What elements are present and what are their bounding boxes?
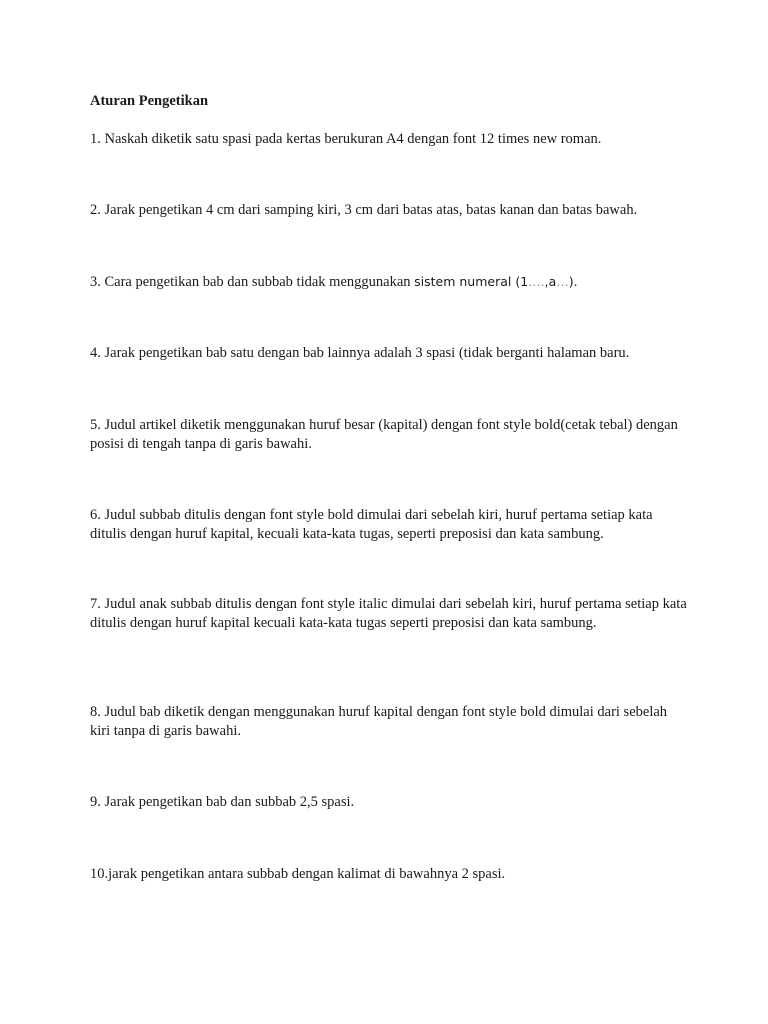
rule-item-3-numeral-text: sistem numeral (1 <box>414 274 529 289</box>
rule-item-1: 1. Naskah diketik satu spasi pada kertas berukuran A4 dengan font 12 times new roman. <box>90 131 602 147</box>
rule-item-3 <box>90 273 690 292</box>
rule-item-3-dots-second: … <box>556 274 569 289</box>
rule-item-3-text: 3. Cara pengetikan bab dan subbab tidak menggunakan <box>90 274 415 290</box>
rule-item-4: 4. Jarak pengetikan bab satu dengan bab lainnya adalah 3 spasi (tidak berganti halaman baru. <box>90 345 630 361</box>
rule-item-8: 8. Judul bab diketik dengan menggunakan huruf kapital dengan font style bold dimulai dari sebelah kiri tanpa di garis bawahi. <box>90 704 668 739</box>
rule-item-5: 5. Judul artikel diketik menggunakan huruf besar (kapital) dengan font style bold(cetak tebal) dengan posisi di tengah tanpa di garis bawahi. <box>90 417 678 452</box>
rule-item-3-letter-text: ,a <box>544 274 557 289</box>
rule-item-2: 2. Jarak pengetikan 4 cm dari samping kiri, 3 cm dari batas atas, batas kanan dan batas bawah. <box>90 202 638 218</box>
rule-item-10: 10.jarak pengetikan antara subbab dengan kalimat di bawahnya 2 spasi. <box>90 866 506 882</box>
rule-item-6: 6. Judul subbab ditulis dengan font style bold dimulai dari sebelah kiri, huruf pertama setiap kata ditulis dengan huruf kapital, kecuali kata-kata tugas, seperti preposisi dan kata sambung. <box>90 507 653 542</box>
rule-item-9: 9. Jarak pengetikan bab dan subbab 2,5 spasi. <box>90 794 355 810</box>
document-title: Aturan Pengetikan <box>90 93 209 109</box>
rule-item-3-closing: ). <box>568 274 578 289</box>
rule-item-3-dots-first: …. <box>528 274 545 289</box>
rule-item-7: 7. Judul anak subbab ditulis dengan font style italic dimulai dari sebelah kiri, huruf pertama setiap kata ditulis dengan huruf kapital kecuali kata-kata tugas seperti preposisi dan kata sambung. <box>90 596 687 631</box>
